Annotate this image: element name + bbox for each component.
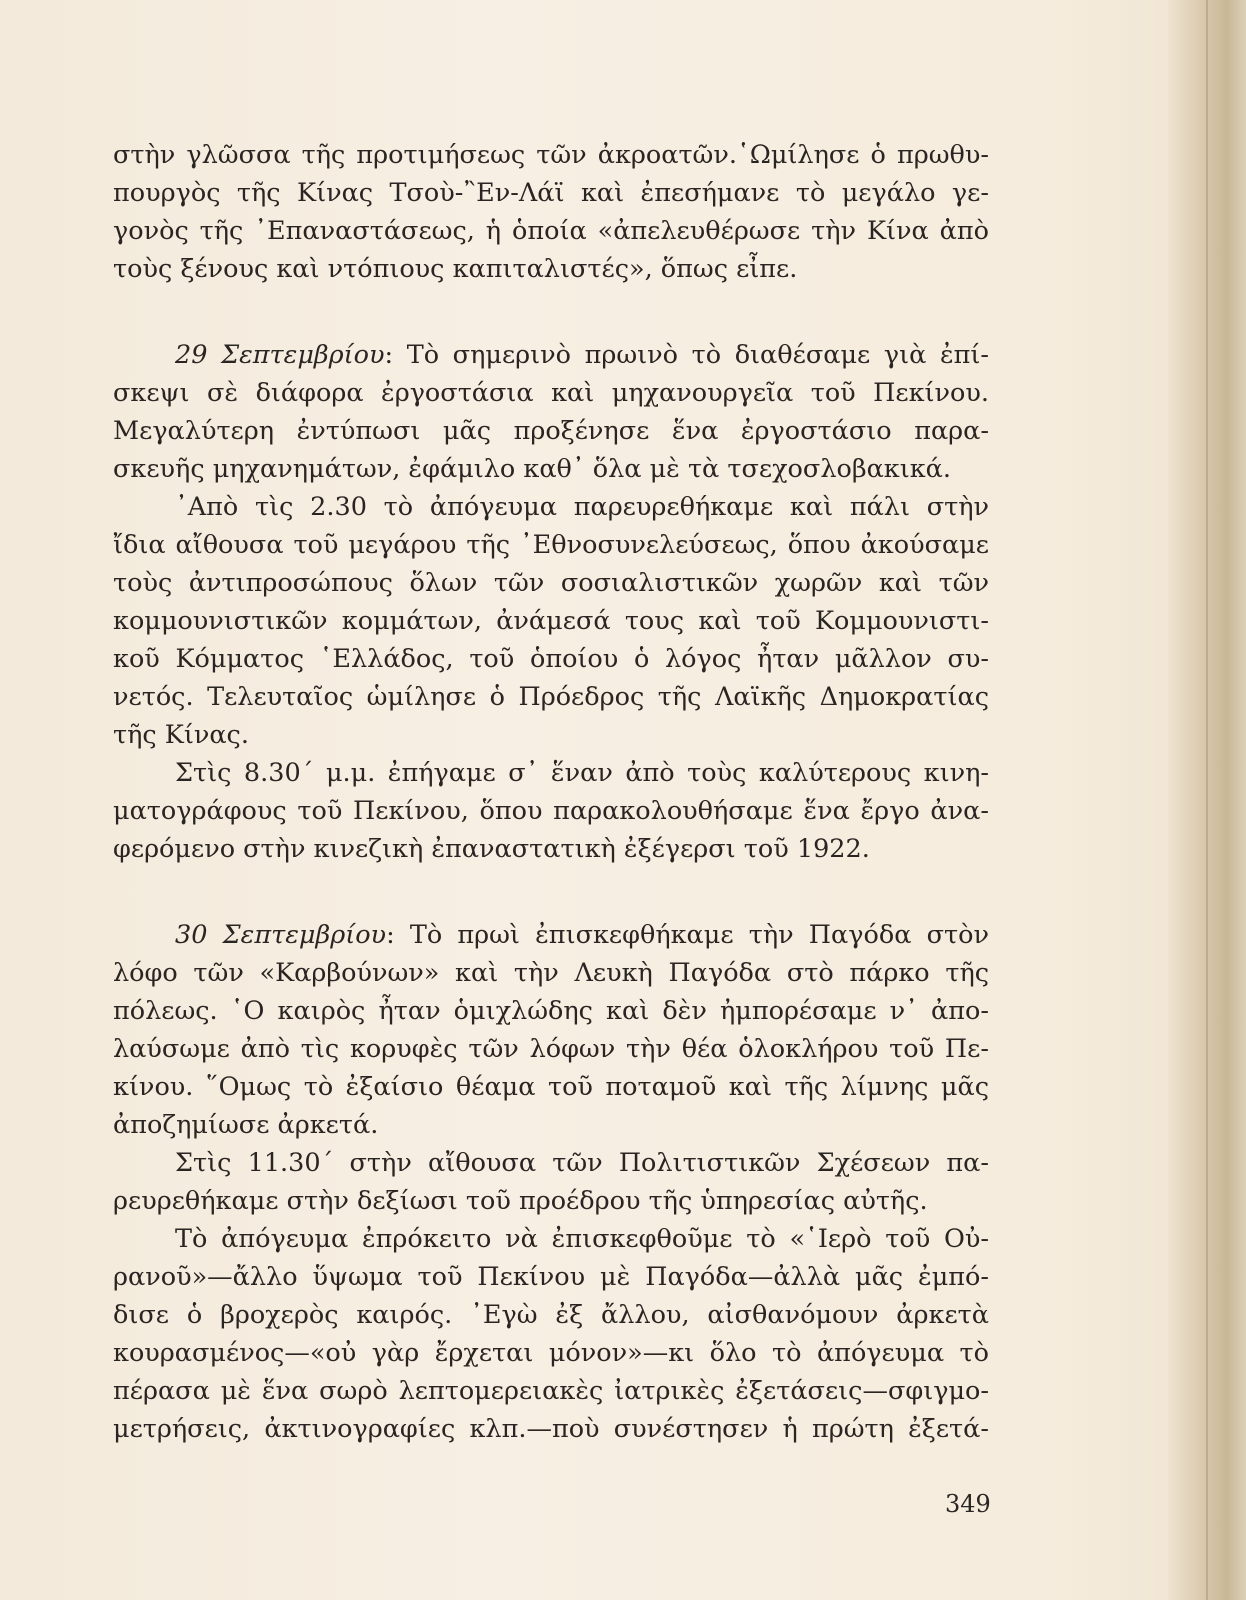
text-line: Στὶς 8.30΄ μ.μ. ἐπήγαμε σ᾿ ἕναν ἀπὸ τοὺς καλύτερους κινη- [175, 758, 989, 788]
text-line: Στὶς 11.30΄ στὴν αἴθουσα τῶν Πολιτιστικῶν Σχέσεων πα- [175, 1148, 989, 1178]
text-line: στὴν γλῶσσα τῆς προτιμήσεως τῶν ἀκροατῶν.῾Ωμίλησε ὁ πρωθυ- [113, 140, 989, 170]
entry-date: 30 Σεπτεμβρίου [175, 920, 387, 950]
text-line: κουρασμένος—«οὐ γὰρ ἔρχεται μόνον»—κι ὅλο τὸ ἀπόγευμα τὸ [113, 1338, 989, 1368]
text-line: λόφο τῶν «Καρβούνων» καὶ τὴν Λευκὴ Παγόδα στὸ πάρκο τῆς [113, 958, 989, 988]
text-line: τῆς Κίνας. [113, 720, 249, 750]
paragraph [113, 336, 989, 488]
text-line: νετός. Τελευταῖος ὡμίλησε ὁ Πρόεδρος τῆς Λαϊκῆς Δημοκρατίας [113, 682, 989, 712]
text-line: δισε ὁ βροχερὸς καιρός. ᾿Εγὼ ἐξ ἄλλου, αἰσθανόμουν ἀρκετὰ [113, 1300, 989, 1330]
text-line: Μεγαλύτερη ἐντύπωσι μᾶς προξένησε ἕνα ἐργοστάσιο παρα- [113, 416, 989, 446]
text-line: κοῦ Κόμματος ῾Ελλάδος, τοῦ ὁποίου ὁ λόγος ἦταν μᾶλλον συ- [113, 644, 989, 674]
paragraph [113, 1220, 989, 1448]
page-number: 349 [945, 1490, 991, 1518]
book-gutter [1168, 0, 1246, 1600]
text-line: πόλεως. ῾Ο καιρὸς ἦταν ὁμιχλώδης καὶ δὲν ἠμπορέσαμε ν᾿ ἀπο- [113, 996, 989, 1026]
text-line: τοὺς ἀντιπροσώπους ὅλων τῶν σοσιαλιστικῶν χωρῶν καὶ τῶν [113, 568, 989, 598]
paragraph [113, 488, 989, 754]
text-line: λαύσωμε ἀπὸ τὶς κορυφὲς τῶν λόφων τὴν θέα ὁλοκλήρου τοῦ Πε- [113, 1034, 989, 1064]
text-line: πέρασα μὲ ἕνα σωρὸ λεπτομερειακὲς ἰατρικὲς ἐξετάσεις—σφιγμο- [113, 1376, 989, 1406]
text-line-rest: : Τὸ πρωὶ ἐπισκεφθήκαμε τὴν Παγόδα στὸν [386, 920, 989, 950]
text-line: γονὸς τῆς ᾿Επαναστάσεως, ἡ ὁποία «ἀπελευθέρωσε τὴν Κίνα ἀπὸ [113, 216, 989, 246]
text-line: σκευῆς μηχανημάτων, ἐφάμιλο καθ᾿ ὅλα μὲ τὰ τσεχοσλοβακικά. [113, 454, 951, 484]
text-line: ᾿Απὸ τὶς 2.30 τὸ ἀπόγευμα παρευρεθήκαμε καὶ πάλι στὴν [175, 492, 989, 522]
text-line: σκεψι σὲ διάφορα ἐργοστάσια καὶ μηχανουργεῖα τοῦ Πεκίνου. [113, 378, 989, 408]
text-line [113, 916, 989, 954]
page-body-text [113, 136, 989, 1448]
text-line: Τὸ ἀπόγευμα ἐπρόκειτο νὰ ἐπισκεφθοῦμε τὸ «῾Ιερὸ τοῦ Οὐ- [175, 1224, 989, 1254]
text-line: ματογράφους τοῦ Πεκίνου, ὅπου παρακολουθήσαμε ἕνα ἔργο ἀνα- [113, 796, 989, 826]
paragraph [113, 1144, 989, 1220]
text-line: ρανοῦ»—ἄλλο ὕψωμα τοῦ Πεκίνου μὲ Παγόδα—ἀλλὰ μᾶς ἐμπό- [113, 1262, 989, 1292]
paragraph [113, 754, 989, 868]
text-line: κομμουνιστικῶν κομμάτων, ἀνάμεσά τους καὶ τοῦ Κομμουνιστι- [113, 606, 989, 636]
text-line: ρευρεθήκαμε στὴν δεξίωσι τοῦ προέδρου τῆς ὑπηρεσίας αὐτῆς. [113, 1186, 928, 1216]
entry-date: 29 Σεπτεμβρίου [175, 340, 385, 370]
text-line [113, 336, 989, 374]
text-line: φερόμενο στὴν κινεζικὴ ἐπαναστατικὴ ἐξέγερσι τοῦ 1922. [113, 834, 870, 864]
text-line: πουργὸς τῆς Κίνας Τσοὺ-῍Εν-Λάϊ καὶ ἐπεσήμανε τὸ μεγάλο γε- [113, 178, 989, 208]
text-line: ἀποζημίωσε ἀρκετά. [113, 1110, 379, 1140]
text-line: μετρήσεις, ἀκτινογραφίες κλπ.—ποὺ συνέστησεν ἡ πρώτη ἐξετά- [113, 1414, 989, 1444]
paragraph [113, 136, 989, 288]
text-line: κίνου. ῞Ομως τὸ ἐξαίσιο θέαμα τοῦ ποταμοῦ καὶ τῆς λίμνης μᾶς [113, 1072, 989, 1102]
paragraph [113, 916, 989, 1144]
text-line-rest: : Τὸ σημερινὸ πρωινὸ τὸ διαθέσαμε γιὰ ἐπί- [384, 340, 990, 370]
text-line: ἴδια αἴθουσα τοῦ μεγάρου τῆς ᾿Εθνοσυνελεύσεως, ὅπου ἀκούσαμε [113, 530, 989, 560]
text-line: τοὺς ξένους καὶ ντόπιους καπιταλιστές», ὅπως εἶπε. [113, 254, 798, 284]
